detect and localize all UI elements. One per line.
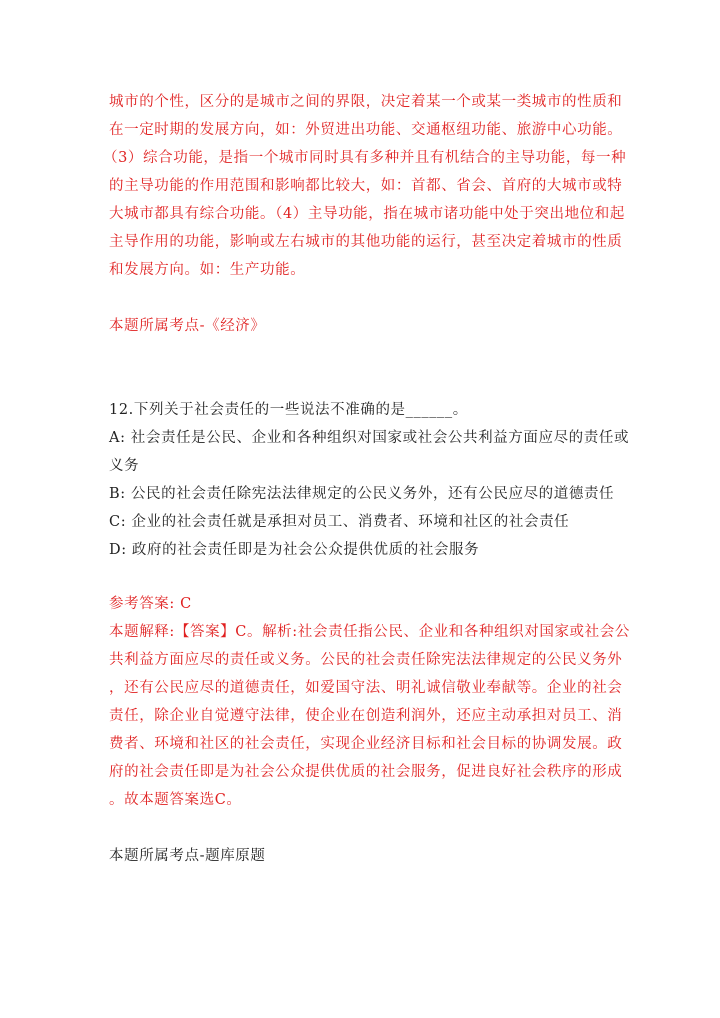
explanation-line: 本题解释:【答案】C。解析:社会责任指公民、企业和各种组织对国家或社会公	[109, 624, 630, 640]
analysis-line: 城市的个性，区分的是城市之间的界限，决定着某一个或某一类城市的性质和	[109, 94, 623, 110]
option-b: B: 公民的社会责任除宪法法律规定的公民义务外，还有公民应尽的道德责任	[109, 486, 615, 502]
explanation-line: 责任，除企业自觉遵守法律，使企业在创造利润外，还应主动承担对员工、消	[109, 708, 623, 724]
option-d: D: 政府的社会责任即是为社会公众提供优质的社会服务	[109, 542, 480, 558]
question-stem: 12.下列关于社会责任的一些说法不准确的是______。	[109, 402, 468, 418]
explanation-line: 共利益方面应尽的责任或义务。公民的社会责任除宪法法律规定的公民义务外	[109, 652, 623, 668]
analysis-line: 在一定时期的发展方向，如：外贸进出功能、交通枢纽功能、旅游中心功能。	[109, 122, 623, 138]
analysis-line: 的主导功能的作用范围和影响都比较大，如：首都、省会、首府的大城市或特	[109, 178, 623, 194]
option-a: A: 社会责任是公民、企业和各种组织对国家或社会公共利益方面应尽的责任或	[109, 430, 630, 446]
analysis-line: （3）综合功能，是指一个城市同时具有多种并且有机结合的主导功能，每一种	[103, 150, 627, 166]
answer-label: 参考答案: C	[109, 596, 192, 612]
answer-block	[109, 590, 629, 814]
explanation-line: 。故本题答案选C。	[109, 792, 242, 808]
explanation-line: ，还有公民应尽的道德责任，如爱国守法、明礼诚信敬业奉献等。企业的社会	[109, 680, 623, 696]
previous-analysis-block	[103, 88, 629, 284]
explanation-line: 府的社会责任即是为社会公众提供优质的社会服务，促进良好社会秩序的形成	[109, 764, 623, 780]
question-block	[109, 396, 629, 564]
option-a-continued: 义务	[109, 458, 140, 474]
analysis-line: 主导作用的功能，影响或左右城市的其他功能的运行，甚至决定着城市的性质	[109, 234, 623, 250]
analysis-line: 和发展方向。如：生产功能。	[109, 262, 306, 278]
analysis-line: 大城市都具有综合功能。（4）主导功能，指在城市诸功能中处于突出地位和起	[109, 206, 625, 222]
topic-label: 本题所属考点-题库原题	[109, 848, 266, 864]
option-c: C: 企业的社会责任就是承担对员工、消费者、环境和社区的社会责任	[109, 514, 570, 530]
topic-label: 本题所属考点-《经济》	[109, 318, 266, 334]
document-page	[103, 88, 630, 870]
explanation-line: 费者、环境和社区的社会责任，实现企业经济目标和社会目标的协调发展。政	[109, 736, 623, 752]
